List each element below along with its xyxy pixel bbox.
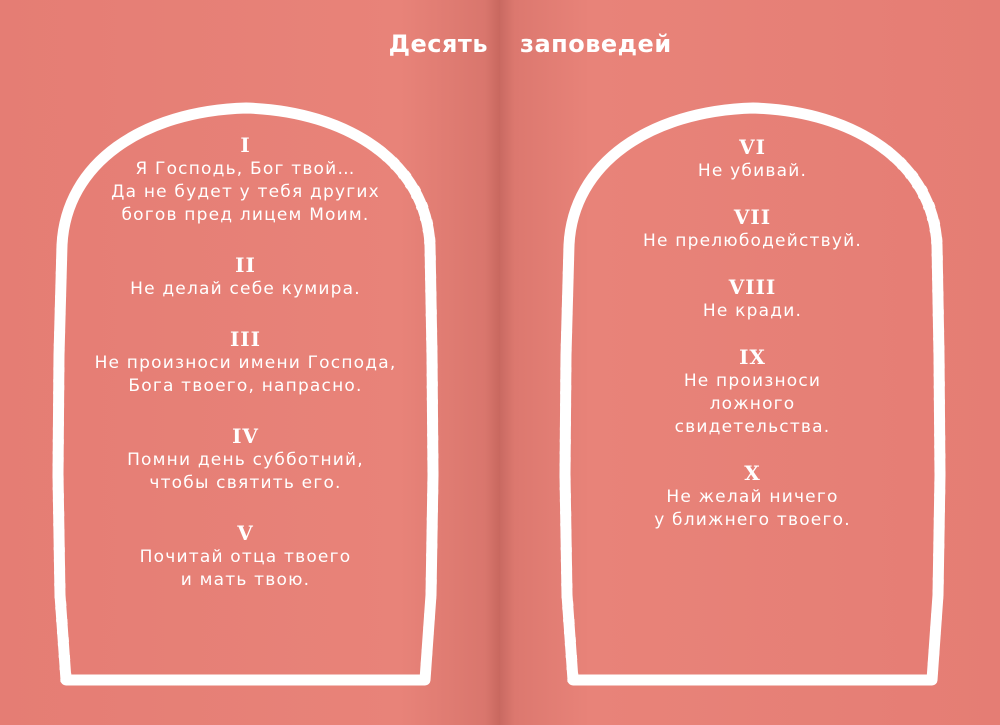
commandment-numeral: I xyxy=(240,133,251,157)
commandment xyxy=(565,275,940,323)
right-tablet xyxy=(555,95,950,687)
title-word-right: заповедей xyxy=(520,30,672,58)
commandment xyxy=(58,424,433,495)
commandment-text-line: Не произноси xyxy=(683,371,822,391)
commandment-numeral: VIII xyxy=(728,275,777,299)
commandment-numeral: X xyxy=(744,461,761,485)
commandment-numeral: IV xyxy=(232,424,259,448)
commandment xyxy=(565,345,940,439)
commandment-text-line: свидетельства. xyxy=(674,417,831,437)
left-tablet xyxy=(48,95,443,687)
right-page xyxy=(500,0,1000,725)
commandment-numeral: II xyxy=(235,253,256,277)
commandment-text-line: Не прелюбодействуй. xyxy=(643,231,862,251)
commandment xyxy=(565,461,940,532)
commandment-text-line: у ближнего твоего. xyxy=(654,510,851,530)
commandment xyxy=(565,135,940,183)
commandment-numeral: IX xyxy=(739,345,766,369)
commandment-text-line: ложного xyxy=(709,394,796,414)
commandment-text-line: Не желай ничего xyxy=(666,487,839,507)
right-tablet-text xyxy=(565,135,940,554)
commandment xyxy=(565,205,940,253)
commandment-text-line: Не убивай. xyxy=(697,161,808,181)
commandment xyxy=(58,133,433,227)
left-tablet-text xyxy=(58,133,433,618)
commandment-text-line: Да не будет у тебя других xyxy=(111,182,380,202)
title-word-left: Десять xyxy=(388,30,488,58)
commandment-text-line: Я Господь, Бог твой… xyxy=(135,159,356,179)
commandment-text-line: и мать твою. xyxy=(180,570,311,590)
commandment-text-line: Помни день субботний, xyxy=(127,450,364,470)
commandment-text-line: Бога твоего, напрасно. xyxy=(128,376,363,396)
commandment-numeral: VI xyxy=(739,135,766,159)
commandment xyxy=(58,253,433,301)
commandment-text-line: чтобы святить его. xyxy=(149,473,342,493)
commandment-text-line: Не делай себе кумира. xyxy=(130,279,361,299)
commandment-text-line: Не произноси имени Господа, xyxy=(94,353,397,373)
commandment-numeral: VII xyxy=(733,205,772,229)
commandment-numeral: III xyxy=(229,327,262,351)
commandment-numeral: V xyxy=(237,521,254,545)
commandment xyxy=(58,521,433,592)
commandment xyxy=(58,327,433,398)
commandment-text-line: Не кради. xyxy=(702,301,803,321)
commandment-text-line: богов пред лицем Моим. xyxy=(121,205,370,225)
commandment-text-line: Почитай отца твоего xyxy=(139,547,352,567)
